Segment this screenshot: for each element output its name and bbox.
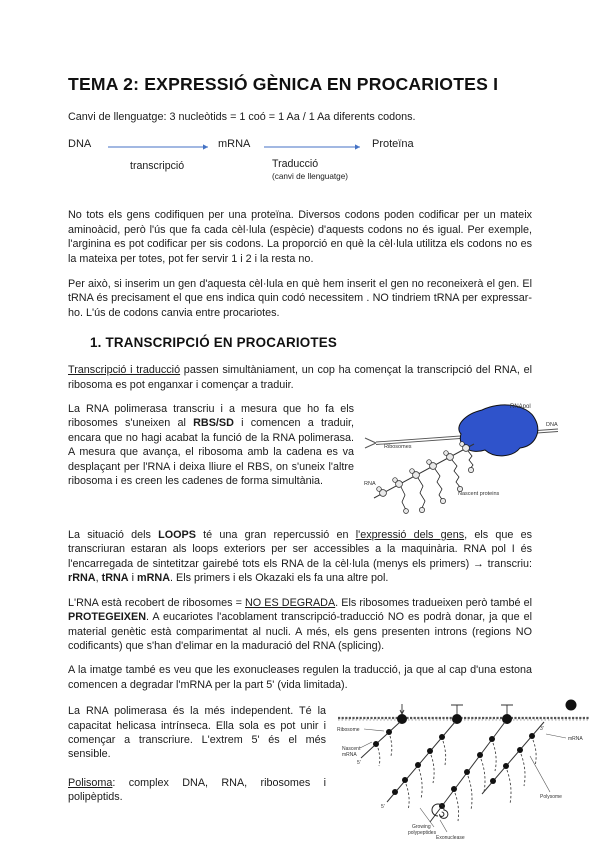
- mrna-strands: [361, 722, 544, 822]
- text-run: . Els primers i els Okazaki els fa una altre pol.: [170, 572, 389, 585]
- fig1-dna-label: DNA: [546, 422, 558, 429]
- rna-polymerase-dots: [397, 700, 577, 725]
- nascent-protein-squiggles: [401, 451, 473, 510]
- text-run: NO ES DEGRADA: [244, 596, 336, 609]
- text-run: L'RNA està recobert de ribosomes =: [68, 596, 245, 609]
- flow-node-dna: DNA: [68, 138, 92, 151]
- text-run: : complex DNA, RNA, ribosomes i polipèptids.: [68, 776, 326, 804]
- text-run: . Els ribosomes tradueixen però també el: [335, 596, 532, 609]
- fig2-five-prime-a: 5': [357, 760, 361, 767]
- polysome-figure: [334, 696, 596, 844]
- fig1-ribosomes-label: Ribosomes: [384, 444, 412, 451]
- growing-polypeptides-squiggles: [378, 736, 536, 821]
- text-run: . A eucariotes l'acoblament transcripció-traducció NO es podrà donar, ja que el material genètic està comparimentat al nucli. A més, els gens presenten introns (regions NO codificants) que s'han d'elimar en la maduració del RNA (splicing).: [68, 611, 532, 652]
- coupled-transcription-figure: [362, 400, 562, 516]
- translation-arrow-icon: [264, 140, 368, 154]
- paragraph-loops: [68, 528, 532, 586]
- text-run: té una gran repercussió en: [195, 529, 356, 542]
- fig2-nascent-label-1: Nascent: [342, 746, 361, 753]
- fig1-rnapol-label: RNApol: [510, 404, 531, 411]
- central-dogma-diagram: [68, 138, 532, 192]
- fig2-nascent-label-2: mRNA: [342, 752, 357, 759]
- flow-node-mrna: mRNA: [218, 138, 251, 151]
- fig2-growing-label-1: Growing: [412, 824, 431, 831]
- text-run: RBS/SD: [193, 417, 234, 430]
- fig2-five-prime-b: 5': [381, 804, 385, 811]
- figure2-text-block: [68, 704, 583, 844]
- text-run: La RNA polimerasa transcriu i a mesura que ho fa els ribosomes s'uneixen al: [68, 403, 354, 430]
- translation-sublabel: (canvi de llenguatge): [272, 172, 349, 182]
- text-run: ,: [95, 572, 102, 585]
- flow-node-protein: Proteïna: [372, 138, 414, 151]
- section-heading-transcription: 1. TRANSCRIPCIÓ EN PROCARIOTES: [90, 335, 338, 351]
- figure1-text-block: [68, 402, 558, 518]
- fig2-three-prime: 3': [540, 726, 544, 733]
- text-run: PROTEGEIXEN: [68, 611, 146, 624]
- text-run: tRNA: [101, 572, 129, 585]
- text-run: , els que es transcriuran estaran als loops exteriors per ser accessibles a la maquinària. RNA pol I és l'encarregada de sintetitzar gairebé tots els RNA de la cèl·lula (menys els primers) → transcriu:: [68, 529, 533, 570]
- paragraph-polymerase-independent: La RNA polimerasa és la més independent. Té la capacitat helicasa intrínseca. Ella sola es pot unir i començar a transcriure. L'extrem 5' és el més sensible.: [68, 705, 326, 761]
- text-run: LOOPS: [158, 529, 196, 542]
- paragraph-simultaneous: [68, 363, 532, 392]
- transcription-arrow-icon: [108, 140, 216, 154]
- transcription-label: transcripció: [130, 160, 185, 173]
- translation-label: Traducció: [272, 158, 319, 171]
- fig2-exonuclease-label: Exonuclease: [436, 835, 465, 842]
- fig1-nascent-label: Nascent proteins: [458, 491, 500, 498]
- fig1-rna-label: RNA: [364, 481, 376, 488]
- fig2-mrna-label: mRNA: [568, 736, 583, 743]
- fig2-polysome-label: Polysome: [540, 794, 562, 801]
- paragraph-codon-usage: No tots els gens codifiquen per una proteïna. Diversos codons poden codificar per un mateix aminoàcid, però l'ús que fa cada cèl·lula (espècie) d'aquests codons no és igual. Per exemple, l'arginina es pot codificar per sis codons. La proporció en què la cèl·lula utilitza els codons no es la mateixa per totes, pot fer servir 1 i 2 i la resta no.: [68, 209, 532, 265]
- rna-polymerase-blob: [459, 405, 538, 456]
- text-run: Transcripció i traducció: [68, 364, 181, 377]
- fig2-ribosome-label: Ribosome: [337, 727, 360, 734]
- text-run: mRNA: [137, 572, 170, 585]
- text-run: La situació dels: [68, 529, 159, 542]
- paragraph-trna: Per això, si inserim un gen d'aquesta cèl·lula en què hem inserit el gen no reconeixerà el gen. El tRNA és precisament el que ens indica quin codó necessitem . NO tindriem tRNA per expressar-ho. L'ús de codons canvia entre procariotes.: [68, 278, 532, 319]
- text-run: Polisoma: [68, 776, 113, 789]
- text-run: l'expressió dels gens: [355, 529, 465, 542]
- paragraph-exonucleases: A la imatge també es veu que les exonucleases regulen la traducció, ja que al cap d'una estona comencen a degradar l'mRNA per la part 5' (vida limitada).: [68, 664, 532, 691]
- text-run: rRNA: [68, 572, 96, 585]
- paragraph-protection: [68, 596, 532, 654]
- text-run: passen simultàniament, un cop ha començat la transcripció del RNA, el ribosoma es pot enganxar i començar a traduir.: [68, 364, 533, 391]
- intro-line: Canvi de llenguatge: 3 nucleòtids = 1 coó = 1 Aa / 1 Aa diferents codons.: [68, 111, 416, 123]
- fig2-growing-label-2: polypeptides: [408, 830, 437, 837]
- text-run: i comencen a traduir, encara que no hagi acabat la funció de la RNA polimerasa. A mesura que avança, el ribosoma amb la cadena es va desplaçant per l'RNA i deixa lliure el RBS, on s'uneix l'altre ribosoma i es creen les cadenes de forma simultània.: [68, 417, 354, 488]
- page-title: TEMA 2: EXPRESSIÓ GÈNICA EN PROCARIOTES I: [68, 74, 499, 94]
- text-run: i: [128, 572, 137, 585]
